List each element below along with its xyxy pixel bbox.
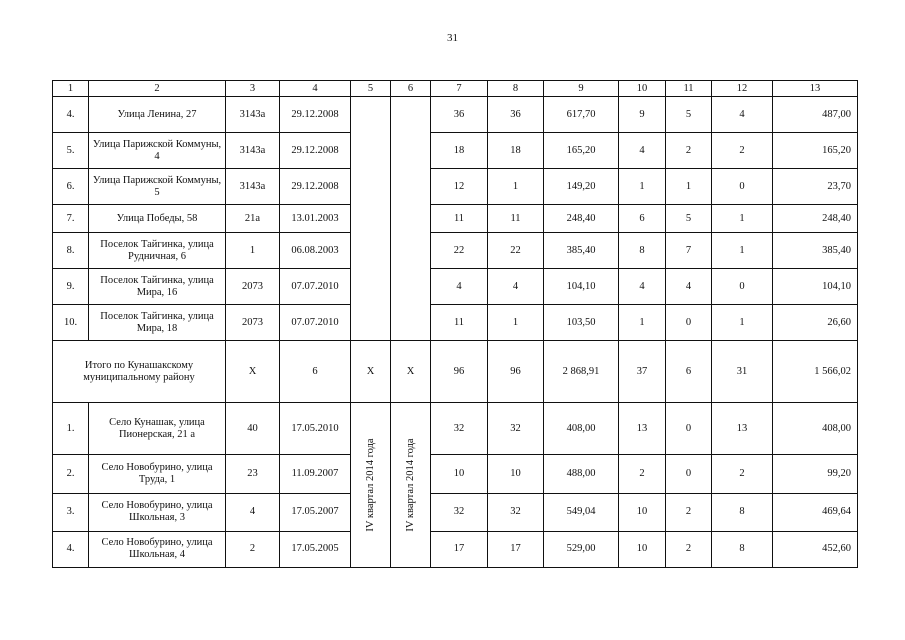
cell-col13: 408,00 xyxy=(773,403,858,455)
cell-col11: 0 xyxy=(666,305,712,341)
cell-col10: 4 xyxy=(619,269,666,305)
cell-col3: 23 xyxy=(226,455,280,493)
row-number: 9. xyxy=(53,269,89,305)
housing-table xyxy=(52,80,858,568)
column-number-row xyxy=(53,81,858,97)
cell-col9: 103,50 xyxy=(544,305,619,341)
row-number: 3. xyxy=(53,493,89,531)
table-row xyxy=(53,531,858,567)
cell-col8: 96 xyxy=(488,341,544,403)
cell-col13: 248,40 xyxy=(773,205,858,233)
period-text: IV квартал 2014 года xyxy=(364,438,376,532)
cell-col7: 11 xyxy=(431,205,488,233)
cell-col10: 2 xyxy=(619,455,666,493)
cell-col9: 549,04 xyxy=(544,493,619,531)
cell-col8: 17 xyxy=(488,531,544,567)
cell-col8: 4 xyxy=(488,269,544,305)
cell-col3: Х xyxy=(226,341,280,403)
address-cell: Село Кунашак, улица Пионерская, 21 а xyxy=(89,403,226,455)
column-number: 2 xyxy=(89,81,226,97)
cell-col4: 07.07.2010 xyxy=(280,305,351,341)
cell-col10: 13 xyxy=(619,403,666,455)
table-row xyxy=(53,403,858,455)
address-cell: Улица Парижской Коммуны, 4 xyxy=(89,133,226,169)
cell-col8: 11 xyxy=(488,205,544,233)
cell-col9: 385,40 xyxy=(544,233,619,269)
address-cell: Улица Ленина, 27 xyxy=(89,97,226,133)
cell-col10: 4 xyxy=(619,133,666,169)
cell-col11: 6 xyxy=(666,341,712,403)
cell-col11: 2 xyxy=(666,493,712,531)
cell-col12: 2 xyxy=(712,455,773,493)
cell-col12: 1 xyxy=(712,205,773,233)
cell-col10: 10 xyxy=(619,531,666,567)
cell-col8: 22 xyxy=(488,233,544,269)
cell-col4: 6 xyxy=(280,341,351,403)
cell-col7: 17 xyxy=(431,531,488,567)
address-cell: Улица Победы, 58 xyxy=(89,205,226,233)
cell-col9: 149,20 xyxy=(544,169,619,205)
cell-col10: 9 xyxy=(619,97,666,133)
address-cell: Село Новобурино, улица Школьная, 3 xyxy=(89,493,226,531)
column-number: 9 xyxy=(544,81,619,97)
column-number: 1 xyxy=(53,81,89,97)
cell-col12: 1 xyxy=(712,233,773,269)
cell-col5-empty xyxy=(351,97,391,341)
cell-col9: 529,00 xyxy=(544,531,619,567)
table-row xyxy=(53,205,858,233)
cell-col3: 1 xyxy=(226,233,280,269)
cell-col10: 1 xyxy=(619,305,666,341)
table-row xyxy=(53,493,858,531)
cell-col12: 4 xyxy=(712,97,773,133)
column-number: 11 xyxy=(666,81,712,97)
cell-col3: 4 xyxy=(226,493,280,531)
address-cell: Поселок Тайгинка, улица Рудничная, 6 xyxy=(89,233,226,269)
row-number: 4. xyxy=(53,531,89,567)
cell-col11: 0 xyxy=(666,403,712,455)
table-row xyxy=(53,133,858,169)
column-number: 10 xyxy=(619,81,666,97)
cell-col11: 0 xyxy=(666,455,712,493)
cell-col7: 36 xyxy=(431,97,488,133)
cell-col7: 32 xyxy=(431,403,488,455)
cell-col7: 10 xyxy=(431,455,488,493)
cell-col4: 17.05.2005 xyxy=(280,531,351,567)
period-text: IV квартал 2014 года xyxy=(404,438,416,532)
cell-col9: 488,00 xyxy=(544,455,619,493)
column-number: 5 xyxy=(351,81,391,97)
table-row xyxy=(53,305,858,341)
cell-col8: 10 xyxy=(488,455,544,493)
period-cell-col6 xyxy=(391,403,431,568)
cell-col9: 104,10 xyxy=(544,269,619,305)
cell-col11: 2 xyxy=(666,531,712,567)
cell-col13: 104,10 xyxy=(773,269,858,305)
cell-col10: 10 xyxy=(619,493,666,531)
cell-col4: 11.09.2007 xyxy=(280,455,351,493)
cell-col7: 18 xyxy=(431,133,488,169)
cell-col3: 2073 xyxy=(226,269,280,305)
total-label: Итого по Кунашакскому муниципальному району xyxy=(53,341,226,403)
cell-col7: 4 xyxy=(431,269,488,305)
cell-col3: 3143а xyxy=(226,133,280,169)
cell-col13: 469,64 xyxy=(773,493,858,531)
cell-col7: 22 xyxy=(431,233,488,269)
row-number: 4. xyxy=(53,97,89,133)
cell-col8: 32 xyxy=(488,493,544,531)
cell-col11: 7 xyxy=(666,233,712,269)
table-row xyxy=(53,97,858,133)
cell-col13: 165,20 xyxy=(773,133,858,169)
row-number: 5. xyxy=(53,133,89,169)
cell-col10: 6 xyxy=(619,205,666,233)
total-row xyxy=(53,341,858,403)
column-number: 6 xyxy=(391,81,431,97)
cell-col13: 26,60 xyxy=(773,305,858,341)
address-cell: Улица Парижской Коммуны, 5 xyxy=(89,169,226,205)
address-cell: Поселок Тайгинка, улица Мира, 16 xyxy=(89,269,226,305)
row-number: 6. xyxy=(53,169,89,205)
cell-col12: 0 xyxy=(712,269,773,305)
cell-col9: 408,00 xyxy=(544,403,619,455)
cell-col4: 13.01.2003 xyxy=(280,205,351,233)
cell-col7: 32 xyxy=(431,493,488,531)
cell-col9: 165,20 xyxy=(544,133,619,169)
cell-col4: 17.05.2007 xyxy=(280,493,351,531)
address-cell: Поселок Тайгинка, улица Мира, 18 xyxy=(89,305,226,341)
table-row xyxy=(53,233,858,269)
cell-col12: 31 xyxy=(712,341,773,403)
column-number: 3 xyxy=(226,81,280,97)
cell-col12: 13 xyxy=(712,403,773,455)
period-cell-col5 xyxy=(351,403,391,568)
page-number: 31 xyxy=(447,32,458,44)
row-number: 2. xyxy=(53,455,89,493)
column-number: 4 xyxy=(280,81,351,97)
cell-col7: 11 xyxy=(431,305,488,341)
row-number: 7. xyxy=(53,205,89,233)
cell-col13: 452,60 xyxy=(773,531,858,567)
table-row xyxy=(53,269,858,305)
cell-col5: Х xyxy=(351,341,391,403)
cell-col9: 248,40 xyxy=(544,205,619,233)
cell-col6: Х xyxy=(391,341,431,403)
cell-col3: 3143а xyxy=(226,169,280,205)
cell-col10: 1 xyxy=(619,169,666,205)
cell-col6-empty xyxy=(391,97,431,341)
cell-col12: 0 xyxy=(712,169,773,205)
cell-col13: 23,70 xyxy=(773,169,858,205)
address-cell: Село Новобурино, улица Школьная, 4 xyxy=(89,531,226,567)
cell-col3: 40 xyxy=(226,403,280,455)
cell-col3: 21а xyxy=(226,205,280,233)
cell-col3: 2073 xyxy=(226,305,280,341)
cell-col4: 06.08.2003 xyxy=(280,233,351,269)
address-cell: Село Новобурино, улица Труда, 1 xyxy=(89,455,226,493)
cell-col4: 07.07.2010 xyxy=(280,269,351,305)
cell-col10: 37 xyxy=(619,341,666,403)
cell-col8: 1 xyxy=(488,169,544,205)
cell-col13: 1 566,02 xyxy=(773,341,858,403)
cell-col12: 8 xyxy=(712,493,773,531)
cell-col4: 29.12.2008 xyxy=(280,97,351,133)
cell-col8: 36 xyxy=(488,97,544,133)
cell-col12: 2 xyxy=(712,133,773,169)
cell-col8: 18 xyxy=(488,133,544,169)
cell-col12: 1 xyxy=(712,305,773,341)
table-row xyxy=(53,455,858,493)
cell-col9: 2 868,91 xyxy=(544,341,619,403)
cell-col13: 99,20 xyxy=(773,455,858,493)
cell-col4: 29.12.2008 xyxy=(280,169,351,205)
cell-col4: 17.05.2010 xyxy=(280,403,351,455)
row-number: 8. xyxy=(53,233,89,269)
cell-col11: 1 xyxy=(666,169,712,205)
row-number: 1. xyxy=(53,403,89,455)
cell-col10: 8 xyxy=(619,233,666,269)
cell-col3: 3143а xyxy=(226,97,280,133)
cell-col12: 8 xyxy=(712,531,773,567)
cell-col4: 29.12.2008 xyxy=(280,133,351,169)
cell-col11: 5 xyxy=(666,205,712,233)
cell-col11: 4 xyxy=(666,269,712,305)
cell-col7: 96 xyxy=(431,341,488,403)
cell-col8: 32 xyxy=(488,403,544,455)
column-number: 7 xyxy=(431,81,488,97)
table-row xyxy=(53,169,858,205)
column-number: 13 xyxy=(773,81,858,97)
cell-col13: 487,00 xyxy=(773,97,858,133)
column-number: 12 xyxy=(712,81,773,97)
row-number: 10. xyxy=(53,305,89,341)
cell-col3: 2 xyxy=(226,531,280,567)
cell-col9: 617,70 xyxy=(544,97,619,133)
column-number: 8 xyxy=(488,81,544,97)
cell-col7: 12 xyxy=(431,169,488,205)
cell-col11: 5 xyxy=(666,97,712,133)
cell-col13: 385,40 xyxy=(773,233,858,269)
cell-col8: 1 xyxy=(488,305,544,341)
cell-col11: 2 xyxy=(666,133,712,169)
